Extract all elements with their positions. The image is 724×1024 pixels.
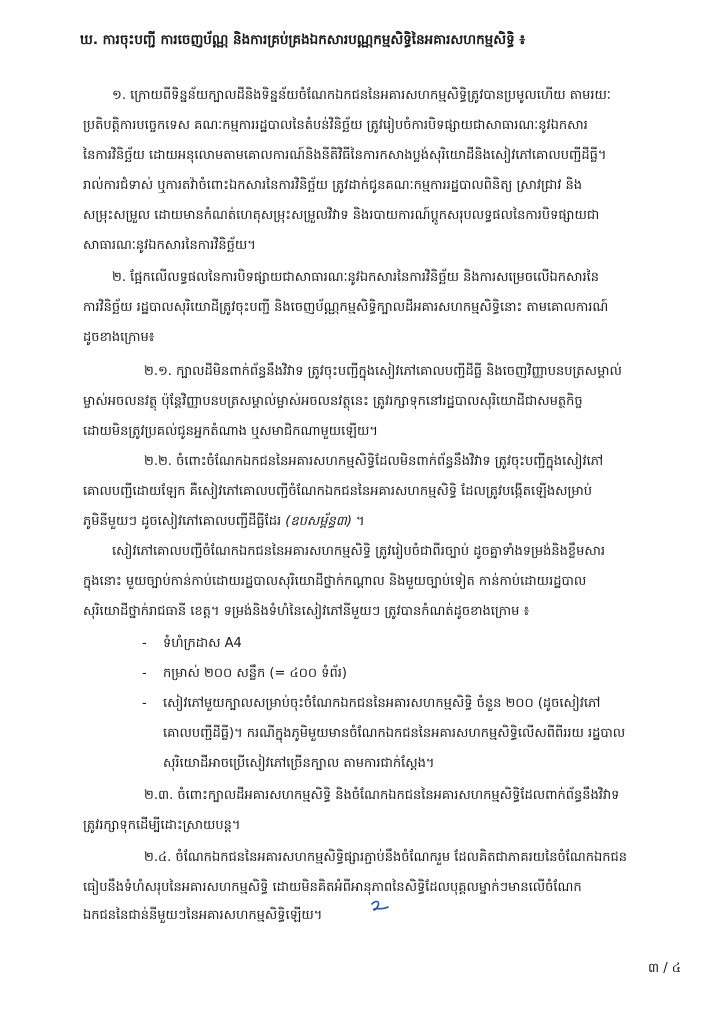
bullet-dash: -	[142, 666, 147, 681]
bullet-thickness-text: កម្រាស់ ២០០ សន្លឹក (= ៤០០ ទំព័រ)	[163, 666, 347, 681]
paragraph-1-line-4: រាល់ការជំទាស់ ឬការតវ៉ាចំពោះឯកសារនៃការវិនិច្ឆ័យ ត្រូវដាក់ជូនគណៈកម្មការរដ្ឋបាលពិនិត្យ ស្រាវជ្រាវ និង	[83, 178, 583, 193]
register-paragraph-line-3: សុរិយោដីថ្នាក់រាជធានី ខេត្ត។ ទម្រង់និងទំហំនៃសៀវភៅនីមួយៗ ត្រូវបានកំណត់ដូចខាងក្រោម ៖	[83, 604, 530, 619]
paragraph-1-line-2: ប្រតិបត្តិការបច្ចេកទេស គណៈកម្មការរដ្ឋបាលនៃតំបន់វិនិច្ឆ័យ ត្រូវរៀបចំការបិទផ្សាយជាសាធារណៈនូវឯកសារ	[83, 118, 588, 133]
bullet-paper-size-text: ទំហំក្រដាស A4	[163, 636, 242, 651]
bullet-book-line-1-text: សៀវភៅមួយក្បាលសម្រាប់ចុះចំណែកឯកជននៃអគារសហកម្មសិទ្ធិ ចំនួន ២០០ (ដូចសៀវភៅ	[163, 696, 601, 711]
bullet-dash: -	[142, 636, 147, 651]
item-2-2-line-3-text: ភូមិនីមួយៗ ដូចសៀវភៅគោលបញ្ជីដីធ្លីដែរ	[83, 514, 282, 529]
paragraph-1-line-3: នៃការវិនិច្ឆ័យ ដោយអនុលោមតាមគោលការណ៍និងនីតិវិធីនៃការកសាងប្លង់សុរិយោដីនិងសៀវភៅគោលបញ្ជីដីធ្លី។	[83, 148, 607, 163]
bullet-book-line-2: គោលបញ្ជីដីធ្លី)។ ករណីក្នុងភូមិមួយមានចំណែកឯកជននៃអគារសហកម្មសិទ្ធិលើសពីពីររយ រដ្ឋបាល	[163, 726, 626, 741]
paragraph-1-line-5: សម្រុះសម្រួល ដោយមានកំណត់ហេតុសម្រុះសម្រួលវិវាទ និងរបាយការណ៍ប្តូកសរុបលទ្ធផលនៃការបិទផ្សាយជា	[83, 208, 600, 223]
paragraph-1-line-1: ១. ក្រោយពីទិន្នន័យក្បាលដីនិងទិន្នន័យចំណែកឯកជននៃអគារសហកម្មសិទ្ធិត្រូវបានប្រមូលហើយ តាមរយៈ	[112, 88, 611, 103]
paragraph-2-line-3: ដូចខាងក្រោម៖	[83, 330, 155, 345]
item-2-1-line-2: ម្ចាស់អចលនវត្ថុ ប៉ុន្តែវិញ្ញាបនបត្រសម្គាល់ម្ចាស់អចលនវត្ថុនេះ ត្រូវរក្សាទុកនៅរដ្ឋបាលសុរិយោដីជាសមត្ថកិច្ច	[83, 394, 583, 409]
item-2-4-line-1: ២.៤. ចំណែកឯកជននៃអគារសហកម្មសិទ្ធិផ្សារភ្ជាប់នឹងចំណែករួម ដែលគិតជាភាគរយនៃចំណែកឯកជន	[144, 850, 627, 865]
register-paragraph-line-2: ក្នុងនោះ មួយច្បាប់កាន់កាប់ដោយរដ្ឋបាលសុរិយោដីថ្នាក់កណ្តាល និងមួយច្បាប់ទៀត កាន់កាប់ដោយរដ្ឋបាល	[83, 574, 587, 589]
item-2-2-line-3	[0, 512, 724, 532]
item-2-3-line-1: ២.៣. ចំពោះក្បាលដីអគារសហកម្មសិទ្ធិ និងចំណែកឯកជននៃអគារសហកម្មសិទ្ធិដែលពាក់ព័ន្ធនឹងវិវាទ	[144, 788, 620, 803]
item-2-2-line-1: ២.២. ចំពោះចំណែកឯកជននៃអគារសហកម្មសិទ្ធិដែលមិនពាក់ព័ន្ធនឹងវិវាទ ត្រូវចុះបញ្ជីក្នុងសៀវភៅ	[144, 454, 604, 469]
section-heading: ឃ. ការចុះបញ្ជី ការចេញប័ណ្ណ និងការគ្រប់គ្រងឯកសារបណ្ណកម្មសិទ្ធិនៃអគារសហកម្មសិទ្ធិ ៖	[80, 32, 526, 48]
paragraph-2-line-1: ២. ផ្អែកលើលទ្ធផលនៃការបិទផ្សាយជាសាធារណៈនូវឯកសារនៃការវិនិច្ឆ័យ និងការសម្រេចលើឯកសារនៃ	[112, 270, 599, 285]
item-2-4-line-2: ធៀបនឹងទំហំសរុបនៃអគារសហកម្មសិទ្ធិ ដោយមិនគិតអំពីអានុភាពនៃសិទ្ធិដែលបុគ្គលម្នាក់ៗមានលើចំណែក	[83, 880, 582, 895]
bullet-paper-size	[0, 634, 724, 654]
item-2-1-line-1: ២.១. ក្បាលដីមិនពាក់ព័ន្ធនឹងវិវាទ ត្រូវចុះបញ្ជីក្នុងសៀវភៅគោលបញ្ជីដីធ្លី និងចេញវិញ្ញាបនបត្រសម្គាល់	[144, 364, 622, 379]
item-2-2-line-2: គោលបញ្ជីដោយឡែក គឺសៀវភៅគោលបញ្ជីចំណែកឯកជននៃអគារសហកម្មសិទ្ធិ ដែលត្រូវបង្កើតឡើងសម្រាប់	[83, 484, 592, 499]
register-paragraph-line-1: សៀវភៅគោលបញ្ជីចំណែកឯកជននៃអគារសហកម្មសិទ្ធិ ត្រូវរៀបចំជាពីរច្បាប់ ដូចគ្នាទាំងទម្រង់និងខ្លឹមសារ	[112, 544, 606, 559]
paragraph-1-line-6: សាធារណៈនូវឯកសារនៃការវិនិច្ឆ័យ។	[83, 238, 256, 253]
bullet-dash: -	[142, 696, 147, 711]
item-2-4-line-3: ឯកជននៃជាន់នីមួយៗនៃអគារសហកម្មសិទ្ធិឡើយ។	[83, 908, 323, 923]
item-2-1-line-3: ដោយមិនត្រូវប្រគល់ជូនអ្នកតំណាង ឬសមាជិកណាមួយឡើយ។	[83, 424, 378, 439]
bullet-book-line-3: សុរិយោដីអាចប្រើសៀវភៅច្រើនក្បាល តាមការជាក់ស្តែង។	[163, 756, 435, 771]
bullet-book-line-1	[0, 694, 724, 714]
item-2-2-line-3-end: ។	[356, 514, 365, 529]
annex-reference: (ឧបសម្ព័ន្ធ៣)	[285, 514, 352, 529]
item-2-3-line-2: ត្រូវរក្សាទុកដើម្បីដោះស្រាយបន្ត។	[83, 818, 241, 833]
page-number: ៣ / ៤	[648, 961, 681, 976]
paragraph-2-line-2: ការវិនិច្ឆ័យ រដ្ឋបាលសុរិយោដីត្រូវចុះបញ្ជី និងចេញប័ណ្ណកម្មសិទ្ធិក្បាលដីអគារសហកម្មសិទ្ធិនោះ តាមគោលការណ៍	[83, 300, 609, 315]
bullet-thickness	[0, 664, 724, 684]
handwritten-initial-mark	[370, 899, 390, 913]
